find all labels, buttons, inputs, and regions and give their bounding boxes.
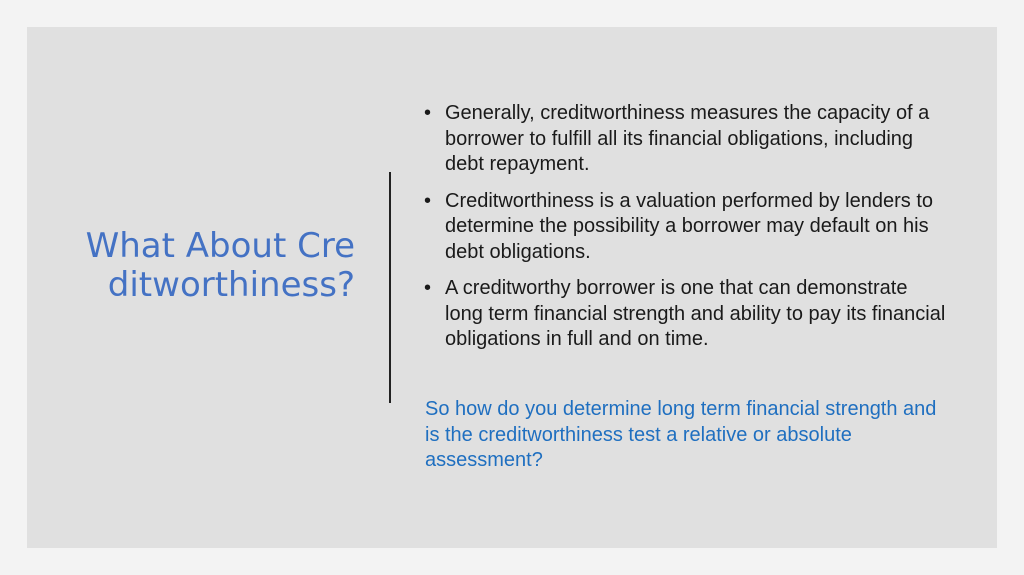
slide [27, 27, 997, 548]
bullet-item [424, 189, 949, 266]
bullet-icon: • [424, 277, 432, 299]
bullet-item [424, 101, 949, 178]
slide-title: What About Creditworthiness? [85, 226, 355, 305]
bullet-list [424, 101, 949, 364]
bullet-item [424, 276, 949, 353]
bullet-text: Creditworthiness is a valuation performed by lenders to determine the possibility a borrower may default on his debt obligations. [445, 189, 934, 263]
vertical-divider [389, 172, 391, 403]
bullet-text: Generally, creditworthiness measures the capacity of a borrower to fulfill all its financial obligations, including debt repayment. [445, 102, 930, 175]
bullet-text: A creditworthy borrower is one that can demonstrate long term financial strength and ability to pay its financial obligations in full and on time. [445, 277, 946, 350]
closing-question: So how do you determine long term financial strength and is the creditworthiness test a relative or absolute assessment? [425, 398, 937, 471]
bullet-icon: • [424, 189, 432, 212]
bullet-icon: • [424, 102, 432, 124]
